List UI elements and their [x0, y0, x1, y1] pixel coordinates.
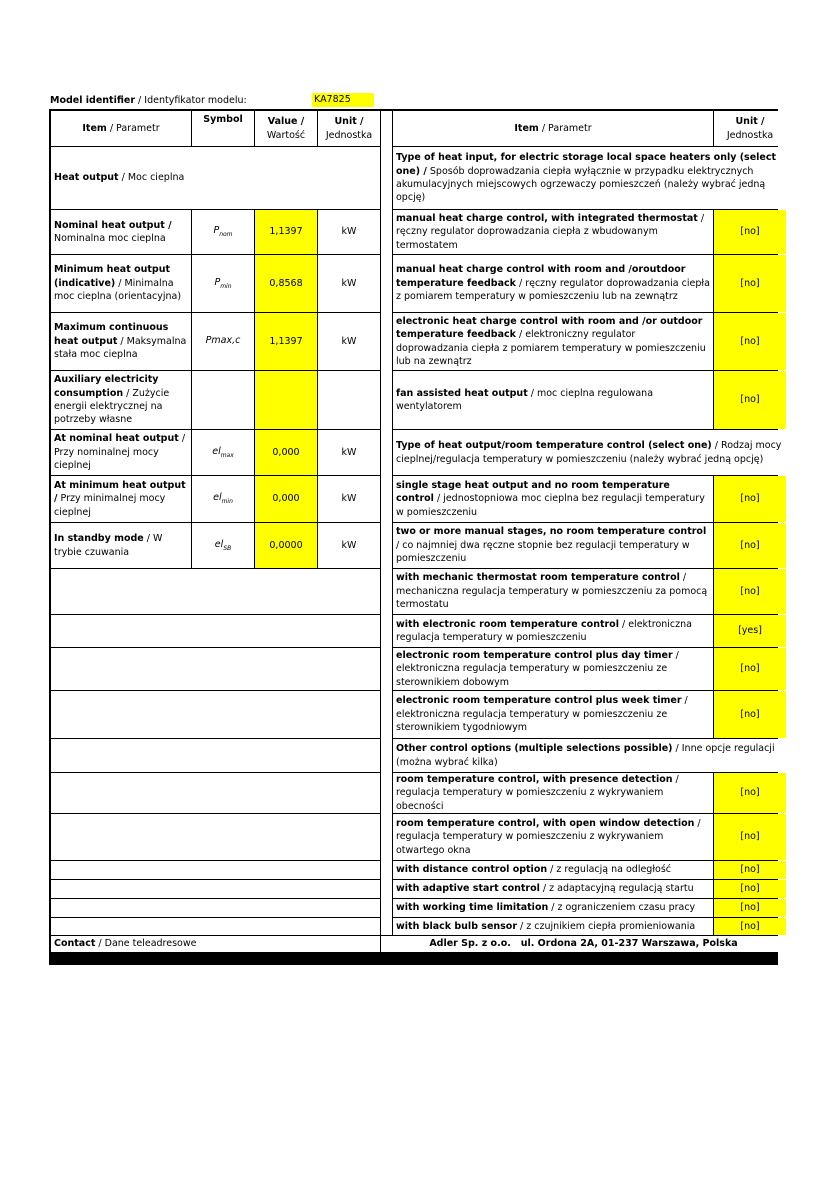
- right-row-label: room temperature control, with presence detection / regulacja temperatury w pomieszczeniu z wykrywaniem obecności: [393, 773, 713, 813]
- right-unit-cell: [no]: [714, 691, 786, 738]
- left-row-label: Maximum continuous heat output / Maksymalna stała moc cieplna: [51, 313, 191, 370]
- right-row-label: with electronic room temperature control / elektroniczna regulacja temperatury w pomieszczeniu: [393, 615, 713, 647]
- unit-cell: kW: [318, 210, 380, 254]
- unit-header-right: Unit / Jednostka: [714, 111, 786, 146]
- empty-cell: [51, 899, 380, 917]
- right-row-label: with working time limitation / z ograniczeniem czasu pracy: [393, 899, 713, 917]
- right-row-other-controls: Other control options (multiple selections possible) / Inne opcje regulacji (można wybrać kilka): [393, 739, 786, 772]
- right-unit-cell: [no]: [714, 255, 786, 312]
- value-cell: 1,1397: [255, 210, 317, 254]
- right-item-header: Item / Parametr: [393, 111, 713, 146]
- value-header: Value / Wartość: [255, 111, 317, 146]
- model-identifier-value: KA7825: [312, 93, 374, 107]
- left-row-label: In standby mode / W trybie czuwania: [51, 523, 191, 568]
- left-row-label: At minimum heat output / Przy minimalnej mocy cieplnej: [51, 476, 191, 522]
- right-unit-cell: [no]: [714, 523, 786, 568]
- left-row-label: Auxiliary electricity consumption / Zużycie energii elektrycznej na potrzeby własne: [51, 371, 191, 429]
- right-row-heat-output-type: Type of heat output/room temperature control (select one) / Rodzaj mocy cieplnej/regulacja temperatury w pomieszczeniu (należy wybrać jedną opcję): [393, 430, 786, 475]
- symbol-cell: $el_{max}$: [192, 430, 254, 475]
- right-row-label: single stage heat output and no room temperature control / jednostopniowa moc cieplna bez regulacji temperatury w pomieszczeniu: [393, 476, 713, 522]
- ecodesign-table: [49, 109, 782, 965]
- unit-cell: kW: [318, 476, 380, 522]
- unit-cell: kW: [318, 430, 380, 475]
- empty-cell: [51, 773, 380, 813]
- right-unit-cell: [no]: [714, 371, 786, 429]
- right-row-label: electronic room temperature control plus day timer / elektroniczna regulacja temperatury w pomieszczeniu ze sterownikiem dobowym: [393, 648, 713, 690]
- left-row-label: Minimum heat output (indicative) / Minimalna moc cieplna (orientacyjna): [51, 255, 191, 312]
- right-unit-cell: [no]: [714, 773, 786, 813]
- value-cell: [255, 371, 317, 429]
- value-cell: 0,8568: [255, 255, 317, 312]
- right-unit-cell: [no]: [714, 918, 786, 935]
- symbol-cell: $P_{min}$: [192, 255, 254, 312]
- model-identifier-label: Model identifier / Identyfikator modelu:: [50, 95, 247, 106]
- right-unit-cell: [yes]: [714, 615, 786, 647]
- right-row-label: manual heat charge control with room and /oroutdoor temperature feedback / ręczny regulator doprowadzania ciepła z pomiarem temperatury w pomieszczeniu lub na zewnątrz: [393, 255, 713, 312]
- empty-cell: [51, 861, 380, 879]
- left-item-header: Item / Parametr: [51, 111, 191, 146]
- contact-label: Contact / Dane teleadresowe: [51, 936, 380, 952]
- right-row-label: fan assisted heat output / moc cieplna regulowana wentylatorem: [393, 371, 713, 429]
- symbol-cell: $el_{SB}$: [192, 523, 254, 568]
- symbol-cell: $el_{min}$: [192, 476, 254, 522]
- empty-cell: [51, 691, 380, 738]
- empty-cell: [51, 918, 380, 935]
- empty-cell: [51, 739, 380, 772]
- unit-cell: kW: [318, 255, 380, 312]
- left-row-label: Nominal heat output / Nominalna moc cieplna: [51, 210, 191, 254]
- right-row-label: electronic heat charge control with room and /or outdoor temperature feedback / elektroniczny regulator doprowadzania ciepła z pomiarem temperatury w pomieszczeniu lub na zewnątrz: [393, 313, 713, 370]
- empty-cell: [51, 569, 380, 614]
- right-unit-cell: [no]: [714, 861, 786, 879]
- left-row-heat-output: Heat output / Moc cieplna: [51, 147, 380, 209]
- symbol-cell: Pmax,c: [192, 313, 254, 370]
- right-row-label: two or more manual stages, no room temperature control / co najmniej dwa ręczne stopnie bez regulacji temperatury w pomieszczeniu: [393, 523, 713, 568]
- value-cell: 0,0000: [255, 523, 317, 568]
- unit-cell: kW: [318, 523, 380, 568]
- empty-cell: [51, 648, 380, 690]
- value-cell: 0,000: [255, 430, 317, 475]
- value-cell: 0,000: [255, 476, 317, 522]
- unit-header-left: Unit / Jednostka: [318, 111, 380, 146]
- empty-cell: [51, 615, 380, 647]
- right-row-heat-input-type: Type of heat input, for electric storage local space heaters only (select one) / Sposób doprowadzania ciepła wyłącznie w przypadku elektrycznych akumulacyjnych miejscowych ogrzewaczy pomieszczeń (należy wybrać jedną opcję): [393, 147, 786, 209]
- value-cell: 1,1397: [255, 313, 317, 370]
- right-unit-cell: [no]: [714, 814, 786, 860]
- column-separator: [381, 111, 392, 935]
- symbol-cell: $P_{nom}$: [192, 210, 254, 254]
- right-row-label: electronic room temperature control plus week timer / elektroniczna regulacja temperatury w pomieszczeniu ze sterownikiem tygodniowym: [393, 691, 713, 738]
- unit-cell: [318, 371, 380, 429]
- right-unit-cell: [no]: [714, 648, 786, 690]
- unit-cell: kW: [318, 313, 380, 370]
- right-row-label: with distance control option / z regulacją na odległość: [393, 861, 713, 879]
- empty-cell: [51, 880, 380, 898]
- right-row-label: room temperature control, with open window detection / regulacja temperatury w pomieszczeniu z wykrywaniem otwartego okna: [393, 814, 713, 860]
- left-row-label: At nominal heat output / Przy nominalnej mocy cieplnej: [51, 430, 191, 475]
- right-row-label: with mechanic thermostat room temperature control / mechaniczna regulacja temperatury w pomieszczeniu za pomocą termostatu: [393, 569, 713, 614]
- symbol-header: Symbol: [192, 111, 254, 146]
- symbol-cell: [192, 371, 254, 429]
- right-unit-cell: [no]: [714, 899, 786, 917]
- right-unit-cell: [no]: [714, 880, 786, 898]
- right-row-label: with black bulb sensor / z czujnikiem ciepła promieniowania: [393, 918, 713, 935]
- right-row-label: with adaptive start control / z adaptacyjną regulacją startu: [393, 880, 713, 898]
- right-unit-cell: [no]: [714, 210, 786, 254]
- contact-value: Adler Sp. z o.o. ul. Ordona 2A, 01-237 Warszawa, Polska: [381, 936, 786, 952]
- empty-cell: [51, 814, 380, 860]
- right-unit-cell: [no]: [714, 569, 786, 614]
- right-unit-cell: [no]: [714, 476, 786, 522]
- right-row-label: manual heat charge control, with integrated thermostat / ręczny regulator doprowadzania ciepła z wbudowanym termostatem: [393, 210, 713, 254]
- right-unit-cell: [no]: [714, 313, 786, 370]
